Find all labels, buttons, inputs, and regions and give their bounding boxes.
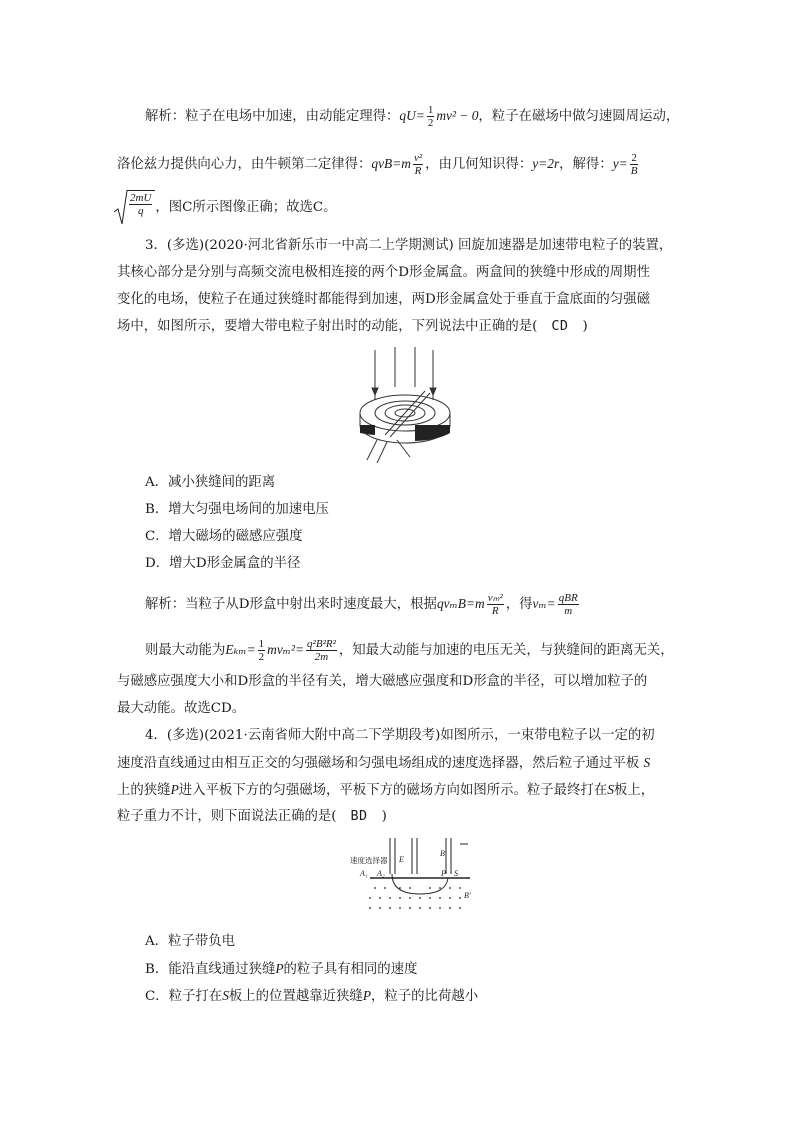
q3-option-d: D．增大D形金属盒的半径 xyxy=(145,556,301,571)
fraction: $\frac{1}{2}$ xyxy=(427,104,434,129)
equation-part: y= xyxy=(612,156,628,171)
q3-line-4: 场中，如图所示，要增大带电粒子射出时的动能，下列说法中正确的是( CD ) xyxy=(117,319,588,334)
solution-line-2: 洛伦兹力提供向心力，由牛顿第二定律得：qvB=m $\frac{\text{v²}}{R}$ ，由几何知识得：y=2r，解得：y= $\frac{2}{B}$ xyxy=(117,152,638,177)
radical-sign-icon xyxy=(114,190,128,226)
q4-line-1: 4．(多选)(2021·云南省师大附中高二下学期段考)如图所示，一束带电粒子以一定的初 xyxy=(145,728,655,743)
fig-label: 速度选择器 xyxy=(350,856,388,865)
equation-part: mv² − 0 xyxy=(436,108,479,123)
fraction: $\frac{\text{v²}}{R}$ xyxy=(413,152,423,177)
equation-part: qvₘB=m xyxy=(436,596,485,611)
q4-option-a: A．粒子带负电 xyxy=(145,934,236,949)
answer-text: BD xyxy=(350,809,368,824)
answer-text: CD xyxy=(551,319,569,334)
q3-solution-line-1: 解析：当粒子从D形盒中射出来时速度最大，根据qvₘB=m $\frac{\text{vₘ²}}{R}$ ，得vₘ= $\frac{\text{qBR}}{m}$ xyxy=(145,592,578,617)
q3-option-c: C．增大磁场的磁感应强度 xyxy=(145,529,303,544)
label-b-prime: B' xyxy=(464,891,471,900)
label-b: B xyxy=(440,849,445,858)
equation-part: Eₖₘ= xyxy=(225,642,256,657)
fraction: $\frac{2mU}{q}$ xyxy=(130,192,152,217)
q3-line-2: 其核心部分是分别与高频交流电极相连接的两个D形金属盒。两盒间的狭缝中形成的周期性 xyxy=(117,265,650,280)
q3-option-b: B．增大匀强电场间的加速电压 xyxy=(145,502,329,517)
fraction: $\frac{\text{qBR}}{m}$ xyxy=(558,592,578,617)
equation-part: qU= xyxy=(399,108,425,123)
solution-line-3: $\frac{2mU}{q}$ ，图C所示图像正确；故选C。 xyxy=(114,190,337,226)
q3-solution-line-2: 则最大动能为Eₖₘ= $\frac{1}{2}$ mvₘ²= $\frac{\text{q²B²R²}}{2m}$ ，知最大动能与加速的电压无关，与狭缝间的距离无关， xyxy=(145,638,674,663)
q3-solution-line-4: 最大动能。故选CD。 xyxy=(117,701,246,716)
cyclotron-diagram xyxy=(355,345,460,470)
q4-option-b: B．能沿直线通过狭缝P的粒子具有相同的速度 xyxy=(145,961,418,977)
equation-part: vₘ= xyxy=(532,596,556,611)
magnetic-field-dots xyxy=(369,887,461,909)
q4-option-c: C．粒子打在S板上的位置越靠近狭缝P，粒子的比荷越小 xyxy=(145,988,479,1004)
equation-part: qvB=m xyxy=(371,156,411,171)
q4-line-3: 上的狭缝P进入平板下方的匀强磁场，平板下方的磁场方向如图所示。粒子最终打在S板上， xyxy=(117,782,655,798)
label-p: P xyxy=(441,869,446,878)
solution-line-1 xyxy=(145,104,679,129)
label-e: E xyxy=(399,855,404,864)
q4-line-4: 粒子重力不计，则下面说法正确的是( BD ) xyxy=(117,809,387,824)
label-a2: A₂ xyxy=(377,869,385,878)
q3-option-a: A．减小狭缝间的距离 xyxy=(145,475,276,490)
q3-line-1: 3．(多选)(2020·河北省新乐市一中高二上学期测试) 回旋加速器是加速带电粒子的装置， xyxy=(145,238,673,253)
q3-line-3: 变化的电场，使粒子在通过狭缝时都能得到加速，两D形金属盒处于垂直于盒底面的匀强磁 xyxy=(117,292,650,307)
text: 解析：粒子在电场中加速，由动能定理得： xyxy=(145,109,400,124)
q3-solution-line-3: 与磁感应强度大小和D形盒的半径有关，增大磁感应强度和D形盒的半径，可以增加粒子的 xyxy=(117,674,648,689)
text: ，粒子在磁场中做匀速圆周运动， xyxy=(478,109,680,124)
q4-line-2: 速度沿直线通过由相互正交的匀强磁场和匀强电场组成的速度选择器，然后粒子通过平板 S xyxy=(117,755,651,771)
label-a1: A₁ xyxy=(360,869,368,878)
fraction: $\frac{\text{q²B²R²}}{2m}$ xyxy=(307,638,336,663)
label-s: S xyxy=(454,869,458,878)
fraction: $\frac{1}{2}$ xyxy=(258,638,265,663)
equation-part: y=2r xyxy=(532,156,560,171)
square-root xyxy=(114,190,155,226)
fraction: $\frac{2}{B}$ xyxy=(630,152,638,177)
velocity-selector-diagram xyxy=(350,836,480,916)
fraction: $\frac{\text{vₘ²}}{R}$ xyxy=(487,592,503,617)
equation-part: mvₘ²= xyxy=(267,642,305,657)
